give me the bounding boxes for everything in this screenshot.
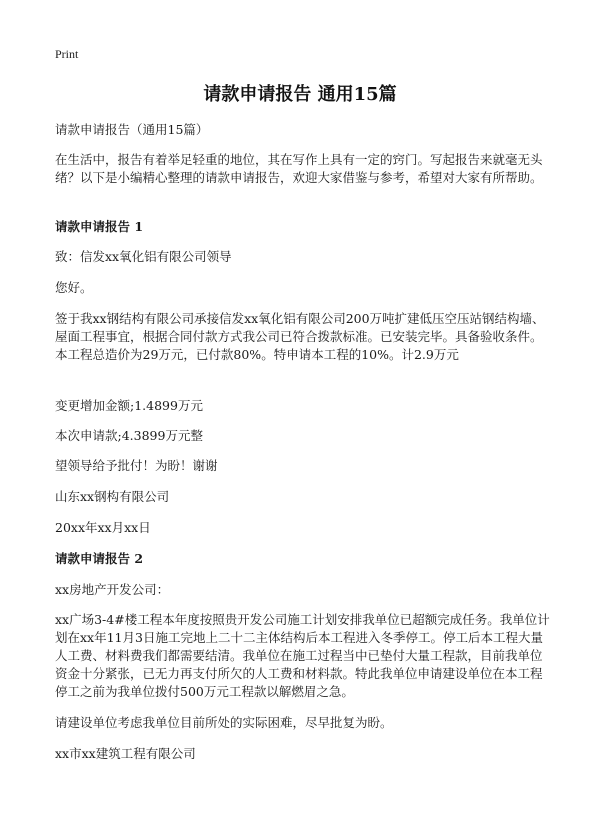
report1-change-amount: 变更增加金额;1.4899万元 [55, 398, 203, 413]
intro-paragraph: 在生活中，报告有着举足轻重的地位，其在写作上具有一定的窍门。写起报告来就毫无头绪？以下是小编精心整理的请款申请报告，欢迎大家借鉴与参考，希望对大家有所帮助。 [55, 152, 543, 185]
print-label[interactable]: Print [55, 47, 79, 61]
report2-company: xx市xx建筑工程有限公司 [55, 746, 196, 761]
report1-current-amount: 本次申请款;4.3899万元整 [55, 428, 203, 443]
report1-body: 签于我xx钢结构有限公司承接信发xx氧化铝有限公司200万吨扩建低压空压站钢结构墙、屋面工程事宜，根据合同付款方式我公司已符合拨款标准。已安装完毕。具备验收条件。本工程总造价为29万元，已付款80%。特申请本工程的10%。计2.9万元 [55, 311, 545, 362]
report1-wish: 望领导给予批付！为盼！谢谢 [55, 458, 218, 473]
report1-recipient: 致：信发xx氧化铝有限公司领导 [55, 249, 232, 264]
report2-heading: 请款申请报告 2 [55, 551, 144, 566]
report1-company: 山东xx钢构有限公司 [55, 489, 170, 504]
report1-heading: 请款申请报告 1 [55, 219, 144, 234]
document-subtitle: 请款申请报告（通用15篇） [55, 122, 209, 137]
document-title: 请款申请报告 通用15篇 [203, 84, 397, 105]
report1-greeting: 您好。 [55, 280, 93, 295]
report2-recipient: xx房地产开发公司： [55, 582, 170, 597]
report2-body: xx广场3-4#楼工程本年度按照贵开发公司施工计划安排我单位已超额完成任务。我单位计划在xx年11月3日施工完地上二十二主体结构后本工程进入冬季停工。停工后本工程大量人工费、材料费我们都需要结清。我单位在施工过程当中已垫付大量工程款，目前我单位资金十分紧张，已无力再支付所欠的人工费和材料款。特此我单位申请建设单位在本工程停工之前为我单位拨付500万元工程款以解燃眉之急。 [55, 612, 550, 699]
report1-date: 20xx年xx月xx日 [55, 520, 151, 535]
report2-request: 请建设单位考虑我单位目前所处的实际困难，尽早批复为盼。 [55, 715, 393, 730]
